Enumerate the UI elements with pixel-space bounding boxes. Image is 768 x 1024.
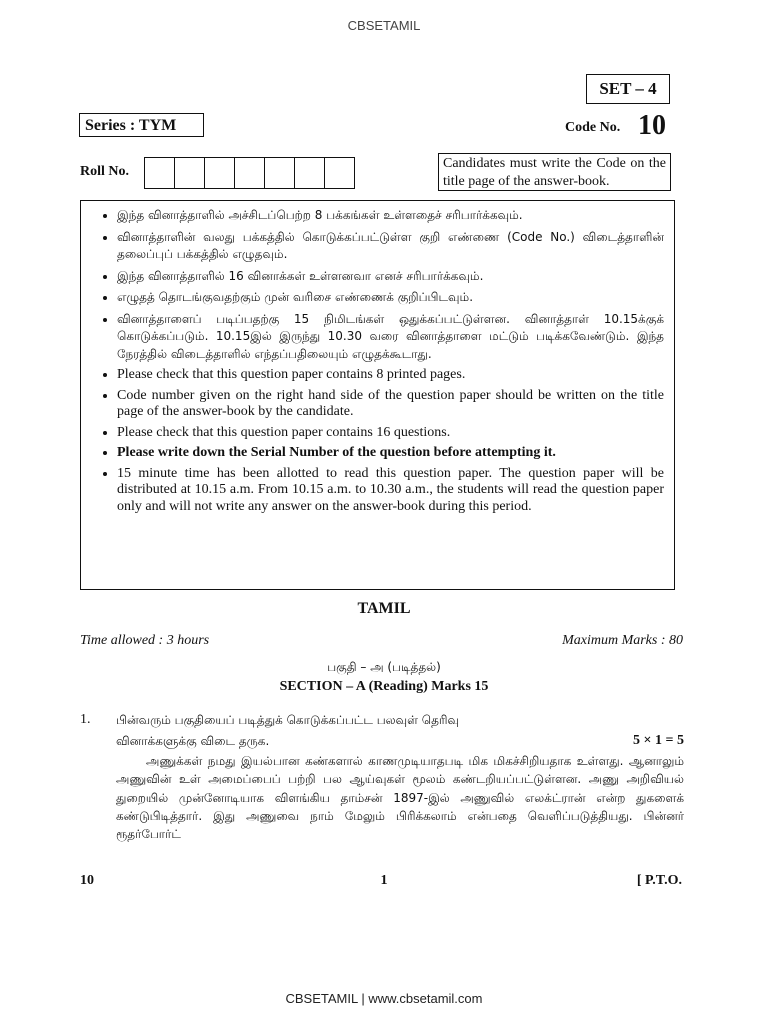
instruction-item: • இந்த வினாத்தாளில் 16 வினாக்கள் உள்ளனவா எனச் சரிபார்க்கவும்.: [117, 268, 664, 286]
instruction-item: • இந்த வினாத்தாளில் அச்சிடப்பெற்ற 8 பக்கங்கள் உள்ளதைச் சரிபார்க்கவும்.: [117, 207, 664, 225]
watermark-bottom: CBSETAMIL | www.cbsetamil.com: [285, 991, 483, 1006]
instruction-item: • 15 minute time has been allotted to read this question paper. The question paper will be distributed at 10.15 a.m. From 10.15 a.m. to 10.30 a.m., the students will read the question paper only and will not write any answer on the answer-book during this period.: [117, 466, 664, 516]
roll-number-boxes: [144, 157, 355, 189]
roll-cell: [235, 158, 265, 188]
instruction-item: • Please check that this question paper contains 8 printed pages.: [117, 367, 664, 384]
instructions-list: [81, 201, 674, 515]
pto-label: [ P.T.O.: [636, 873, 682, 888]
instruction-item: • Code number given on the right hand side of the question paper should be written on the title page of the answer-book by the candidate.: [117, 388, 664, 421]
instructions-box: [80, 200, 675, 590]
roll-label: Roll No.: [80, 164, 129, 179]
series-box: Series : TYM: [79, 113, 204, 137]
code-label: Code No.: [565, 120, 621, 135]
time-allowed: Time allowed : 3 hours: [80, 633, 210, 648]
question-number: 1.: [80, 712, 91, 727]
watermark-top: CBSETAMIL: [347, 18, 421, 33]
reading-passage: [116, 752, 684, 843]
roll-cell: [295, 158, 325, 188]
roll-cell: [325, 158, 354, 188]
section-heading: SECTION – A (Reading) Marks 15: [279, 679, 489, 694]
max-marks: Maximum Marks : 80: [562, 633, 683, 648]
roll-cell: [205, 158, 235, 188]
roll-cell: [145, 158, 175, 188]
roll-cell: [265, 158, 295, 188]
passage-paragraph: அணுக்கள் நமது இயல்பான கண்களால் காணமுடியாதபடி மிக மிகச்சிறியதாக உள்ளது. ஆனாலும் அணுவின் உள் அமைப்பைப் பற்றி பல ஆய்வுகள் மூலம் கண்டறியப்பட்டுள்ளன. அணு அறிவியல் துறையில் முன்னோடியாக விளங்கிய தாம்சன் 1897-இல் அணுவில் எலக்ட்ரான் என்ற துகளைக் கண்டுபிடித்தார். இது அணுவை நாம் மேலும் பிரிக்கலாம் என்பதை வெளிப்படுத்தியது. பின்னர் ரூதர்போர்ட்: [116, 754, 685, 842]
code-value: 10: [638, 110, 666, 141]
instruction-item: • Please check that this question paper contains 16 questions.: [117, 425, 664, 442]
question-marks: 5 × 1 = 5: [633, 733, 684, 748]
candidates-note: Candidates must write the Code on the title page of the answer-book.: [438, 153, 671, 191]
footer-code: 10: [80, 873, 94, 888]
roll-cell: [175, 158, 205, 188]
question-text: பின்வரும் பகுதியைப் படித்துக் கொடுக்கப்பட்ட பலவுள் தெரிவு: [116, 713, 460, 727]
instruction-item: • வினாத்தாளைப் படிப்பதற்கு 15 நிமிடங்கள் ஒதுக்கப்பட்டுள்ளன. வினாத்தாள் 10.15க்குக் கொடுக்கப்படும். 10.15இல் இருந்து 10.30 வரை வினாத்தாளை மட்டும் படிக்கவேண்டும். இந்த நேரத்தில் விடைத்தாளில் எந்தப்பதிலையும் எழுதக்கூடாது.: [117, 311, 664, 364]
instruction-item: • எழுதத் தொடங்குவதற்கும் முன் வரிசை எண்ணைக் குறிப்பிடவும்.: [117, 289, 664, 307]
subject-title: TAMIL: [357, 600, 411, 617]
part-heading-tamil: பகுதி – அ (படித்தல்): [327, 660, 441, 674]
instruction-item: • வினாத்தாளின் வலது பக்கத்தில் கொடுக்கப்பட்டுள்ள குறி எண்ணை (Code No.) விடைத்தாளின் தலைப்புப் பக்கத்தில் எழுதவும்.: [117, 229, 664, 264]
instruction-item: • Please write down the Serial Number of the question before attempting it.: [117, 445, 664, 462]
set-box: SET – 4: [586, 74, 670, 104]
question-text-line2: வினாக்களுக்கு விடை தருக.: [116, 734, 270, 748]
page-number: 1: [380, 873, 388, 888]
